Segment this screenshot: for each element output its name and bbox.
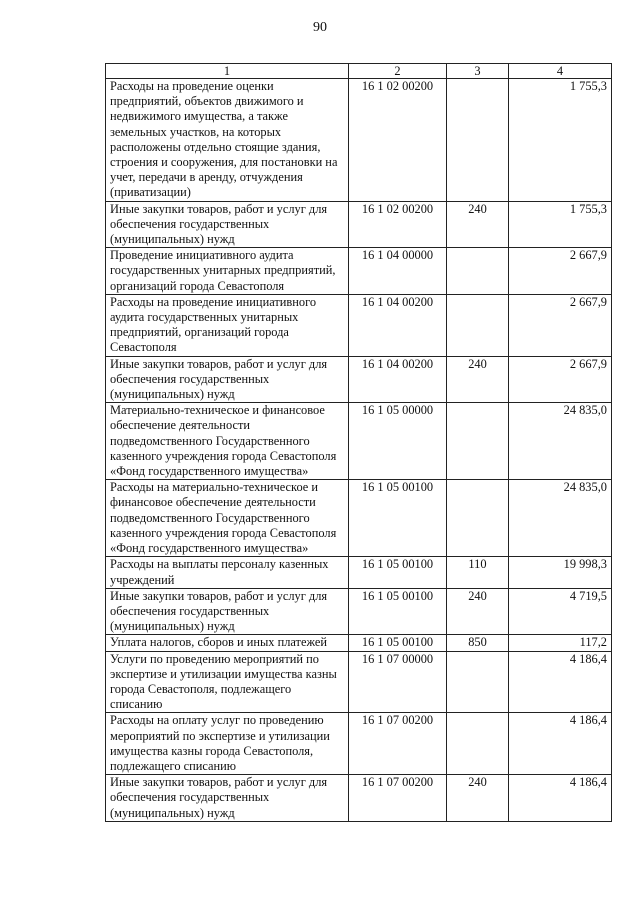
header-cell: 4	[509, 64, 612, 79]
expense-name-cell: Расходы на проведение инициативного аудита государственных унитарных предприятий, организаций города Севастополя	[106, 294, 349, 356]
table-row	[106, 713, 612, 775]
amount-cell: 4 186,4	[509, 775, 612, 822]
table-row	[106, 356, 612, 403]
amount-cell: 24 835,0	[509, 403, 612, 480]
expense-type-cell	[447, 480, 509, 557]
table-row	[106, 79, 612, 202]
target-code-cell: 16 1 02 00200	[349, 201, 447, 248]
amount-cell: 2 667,9	[509, 294, 612, 356]
table-header-row	[106, 64, 612, 79]
amount-cell: 117,2	[509, 635, 612, 651]
table-row	[106, 201, 612, 248]
target-code-cell: 16 1 07 00200	[349, 713, 447, 775]
expense-name-cell: Иные закупки товаров, работ и услуг для обеспечения государственных (муниципальных) нужд	[106, 356, 349, 403]
budget-table-body	[106, 64, 612, 822]
amount-cell: 24 835,0	[509, 480, 612, 557]
page-number: 90	[313, 20, 327, 35]
target-code-cell: 16 1 02 00200	[349, 79, 447, 202]
amount-cell: 4 186,4	[509, 713, 612, 775]
amount-cell: 2 667,9	[509, 248, 612, 295]
table-row	[106, 635, 612, 651]
target-code-cell: 16 1 07 00000	[349, 651, 447, 713]
table-row	[106, 588, 612, 635]
expense-type-cell	[447, 403, 509, 480]
amount-cell: 1 755,3	[509, 79, 612, 202]
expense-name-cell: Материально-техническое и финансовое обеспечение деятельности подведомственного Государственного казенного учреждения города Севастополя «Фонд государственного имущества»	[106, 403, 349, 480]
expense-name-cell: Иные закупки товаров, работ и услуг для обеспечения государственных (муниципальных) нужд	[106, 775, 349, 822]
expense-type-cell: 110	[447, 557, 509, 588]
header-cell: 2	[349, 64, 447, 79]
target-code-cell: 16 1 07 00200	[349, 775, 447, 822]
expense-name-cell: Уплата налогов, сборов и иных платежей	[106, 635, 349, 651]
expense-type-cell: 240	[447, 588, 509, 635]
target-code-cell: 16 1 04 00200	[349, 294, 447, 356]
expense-type-cell	[447, 713, 509, 775]
amount-cell: 2 667,9	[509, 356, 612, 403]
table-row	[106, 775, 612, 822]
expense-type-cell: 850	[447, 635, 509, 651]
amount-cell: 4 186,4	[509, 651, 612, 713]
expense-type-cell: 240	[447, 356, 509, 403]
target-code-cell: 16 1 05 00100	[349, 480, 447, 557]
table-row	[106, 651, 612, 713]
target-code-cell: 16 1 05 00100	[349, 557, 447, 588]
expense-name-cell: Расходы на оплату услуг по проведению мероприятий по экспертизе и утилизации имущества казны города Севастополя, подлежащего списанию	[106, 713, 349, 775]
table-row	[106, 557, 612, 588]
expense-type-cell: 240	[447, 775, 509, 822]
expense-name-cell: Расходы на проведение оценки предприятий, объектов движимого и недвижимого имущества, а также земельных участков, на которых расположены отдельно стоящие здания, строения и сооружения, для постановки на учет, передачи в аренду, отчуждения (приватизации)	[106, 79, 349, 202]
budget-table	[105, 63, 612, 822]
expense-type-cell	[447, 651, 509, 713]
expense-type-cell	[447, 248, 509, 295]
target-code-cell: 16 1 05 00100	[349, 635, 447, 651]
header-cell: 3	[447, 64, 509, 79]
header-cell: 1	[106, 64, 349, 79]
table-row	[106, 403, 612, 480]
expense-type-cell: 240	[447, 201, 509, 248]
expense-type-cell	[447, 294, 509, 356]
target-code-cell: 16 1 04 00200	[349, 356, 447, 403]
table-row	[106, 294, 612, 356]
target-code-cell: 16 1 04 00000	[349, 248, 447, 295]
amount-cell: 19 998,3	[509, 557, 612, 588]
expense-name-cell: Иные закупки товаров, работ и услуг для обеспечения государственных (муниципальных) нужд	[106, 201, 349, 248]
table-row	[106, 248, 612, 295]
expense-name-cell: Услуги по проведению мероприятий по экспертизе и утилизации имущества казны города Севастополя, подлежащего списанию	[106, 651, 349, 713]
target-code-cell: 16 1 05 00000	[349, 403, 447, 480]
expense-name-cell: Расходы на материально-техническое и финансовое обеспечение деятельности подведомственного Государственного казенного учреждения города Севастополя «Фонд государственного имущества»	[106, 480, 349, 557]
expense-name-cell: Расходы на выплаты персоналу казенных учреждений	[106, 557, 349, 588]
expense-name-cell: Проведение инициативного аудита государственных унитарных предприятий, организаций города Севастополя	[106, 248, 349, 295]
table-row	[106, 480, 612, 557]
expense-name-cell: Иные закупки товаров, работ и услуг для обеспечения государственных (муниципальных) нужд	[106, 588, 349, 635]
amount-cell: 4 719,5	[509, 588, 612, 635]
amount-cell: 1 755,3	[509, 201, 612, 248]
expense-type-cell	[447, 79, 509, 202]
target-code-cell: 16 1 05 00100	[349, 588, 447, 635]
